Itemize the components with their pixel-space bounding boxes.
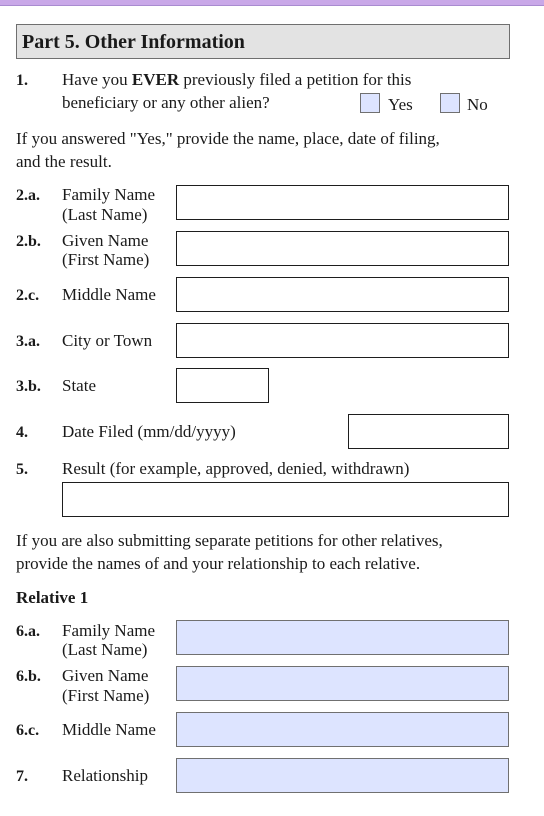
q7-label: Relationship <box>62 766 148 785</box>
q5-number: 5. <box>16 461 28 478</box>
result-field[interactable] <box>62 482 509 517</box>
relationship-field[interactable] <box>176 758 509 793</box>
q3b-number: 3.b. <box>16 378 41 395</box>
q6b-label-line1: Given Name <box>62 666 149 685</box>
q3a-label: City or Town <box>62 331 153 350</box>
q2a-label-line2: (Last Name) <box>62 205 148 224</box>
q6a-label-line2: (Last Name) <box>62 640 148 659</box>
no-label: No <box>467 95 488 114</box>
relative-given-name-field[interactable] <box>176 666 509 701</box>
q2c-number: 2.c. <box>16 287 40 304</box>
q2b-number: 2.b. <box>16 233 41 250</box>
family-name-field[interactable] <box>176 185 509 220</box>
q6b-label-line2: (First Name) <box>62 686 150 705</box>
q2a-number: 2.a. <box>16 187 40 204</box>
relative-1-heading: Relative 1 <box>16 588 89 607</box>
q4-number: 4. <box>16 424 28 441</box>
q2b-label-line2: (First Name) <box>62 250 150 269</box>
q4-label: Date Filed (mm/dd/yyyy) <box>62 422 236 441</box>
q6a-number: 6.a. <box>16 623 40 640</box>
q2c-label: Middle Name <box>62 285 156 304</box>
part-header <box>16 24 510 59</box>
state-field[interactable] <box>176 368 269 403</box>
q3a-number: 3.a. <box>16 333 40 350</box>
q3b-label: State <box>62 376 96 395</box>
relative-family-name-field[interactable] <box>176 620 509 655</box>
relative-middle-name-field[interactable] <box>176 712 509 747</box>
q6a-label-line1: Family Name <box>62 621 156 640</box>
q2b-label-line1: Given Name <box>62 231 149 250</box>
part-title: Part 5. Other Information <box>22 31 245 53</box>
q6b-number: 6.b. <box>16 668 41 685</box>
q1-number: 1. <box>16 72 28 89</box>
q5-label: Result (for example, approved, denied, withdrawn) <box>62 459 410 478</box>
window-top-border <box>0 0 544 6</box>
given-name-field[interactable] <box>176 231 509 266</box>
q6c-label: Middle Name <box>62 720 156 739</box>
city-or-town-field[interactable] <box>176 323 509 358</box>
q2a-label-line1: Family Name <box>62 185 156 204</box>
q1-question-line2: beneficiary or any other alien? <box>62 93 270 112</box>
q7-number: 7. <box>16 768 28 785</box>
no-checkbox[interactable] <box>440 93 460 113</box>
instructions-line2: and the result. <box>16 152 112 171</box>
instructions-line1: If you answered "Yes," provide the name, place, date of filing, <box>16 129 440 148</box>
q1-question-line1: Have you EVER previously filed a petition for this <box>62 70 412 89</box>
relatives-instructions-line1: If you are also submitting separate petitions for other relatives, <box>16 531 443 550</box>
relatives-instructions-line2: provide the names of and your relationship to each relative. <box>16 554 421 573</box>
middle-name-field[interactable] <box>176 277 509 312</box>
date-filed-field[interactable] <box>348 414 509 449</box>
q6c-number: 6.c. <box>16 722 40 739</box>
yes-label: Yes <box>388 95 413 114</box>
yes-checkbox[interactable] <box>360 93 380 113</box>
